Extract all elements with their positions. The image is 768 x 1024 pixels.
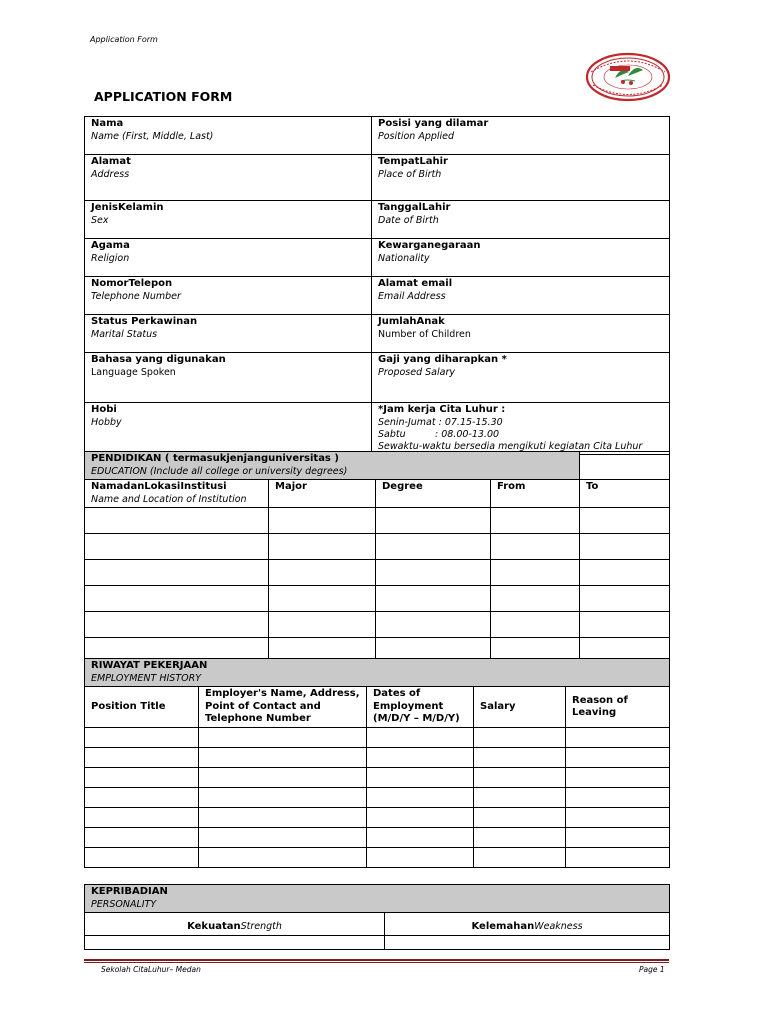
footer-page-number: Page 1 <box>639 965 665 974</box>
school-seal-logo <box>585 52 671 102</box>
employer-header-2: Point of Contact and <box>205 700 321 712</box>
col-salary <box>474 687 566 728</box>
table-row[interactable] <box>85 508 670 534</box>
dates-header-3: (M/D/Y – M/D/Y) <box>373 713 460 724</box>
name-label: Nama <box>91 118 124 129</box>
marital-status-sublabel: Marital Status <box>91 328 158 340</box>
table-row[interactable] <box>85 848 670 868</box>
strength-sublabel: Strength <box>240 921 282 932</box>
saturday-day: Sabtu <box>378 428 406 440</box>
position-applied-sublabel: Position Applied <box>378 130 455 142</box>
personality-subheading: PERSONALITY <box>91 898 157 910</box>
to-header: To <box>586 481 599 492</box>
salary-field[interactable] <box>372 353 670 403</box>
date-of-birth-sublabel: Date of Birth <box>378 214 439 226</box>
education-rows <box>85 508 670 664</box>
position-applied-label: Posisi yang dilamar <box>378 118 489 129</box>
salary-label: Gaji yang diharapkan * <box>378 354 507 365</box>
email-field[interactable] <box>372 277 670 315</box>
position-applied-field[interactable] <box>372 117 670 155</box>
hobby-sublabel: Hobby <box>91 416 122 428</box>
from-header: From <box>497 481 526 492</box>
hobby-field[interactable] <box>85 403 372 455</box>
email-label: Alamat email <box>378 278 453 289</box>
sex-field[interactable] <box>85 201 372 239</box>
marital-status-label: Status Perkawinan <box>91 316 198 327</box>
form-title: APPLICATION FORM <box>94 89 233 104</box>
working-hours-weekdays: Senin-Jumat : 07.15-15.30 <box>378 416 503 428</box>
salary-header: Salary <box>480 700 516 712</box>
telephone-label: NomorTelepon <box>91 278 173 289</box>
education-subheading: EDUCATION (Include all college or university degrees) <box>91 465 348 477</box>
col-reason <box>566 687 670 728</box>
children-field[interactable] <box>372 315 670 353</box>
telephone-sublabel: Telephone Number <box>91 290 181 302</box>
sex-label: JenisKelamin <box>91 202 164 213</box>
hobby-label: Hobi <box>91 404 117 415</box>
personality-table <box>84 884 670 950</box>
table-row[interactable] <box>85 768 670 788</box>
weakness-input[interactable] <box>385 935 670 949</box>
table-row[interactable] <box>85 748 670 768</box>
language-label: Bahasa yang digunakan <box>91 354 226 365</box>
name-field[interactable] <box>85 117 372 155</box>
running-header: Application Form <box>90 35 158 44</box>
telephone-field[interactable] <box>85 277 372 315</box>
marital-status-field[interactable] <box>85 315 372 353</box>
col-from <box>491 480 580 508</box>
col-degree <box>376 480 491 508</box>
religion-field[interactable] <box>85 239 372 277</box>
education-heading: PENDIDIKAN ( termasukjenjanguniversitas ) <box>91 453 339 464</box>
place-of-birth-field[interactable] <box>372 155 670 201</box>
weakness-sublabel: Weakness <box>534 921 583 932</box>
place-of-birth-label: TempatLahir <box>378 156 448 167</box>
strength-label: Kekuatan <box>187 921 241 932</box>
language-field[interactable] <box>85 353 372 403</box>
footer-rule-thin <box>84 962 669 963</box>
weakness-header <box>385 913 670 936</box>
personal-info-table <box>84 116 670 455</box>
col-to <box>580 480 670 508</box>
col-dates <box>367 687 474 728</box>
education-table <box>84 451 670 664</box>
table-row[interactable] <box>85 560 670 586</box>
footer-school-name: Sekolah CitaLuhur– Medan <box>101 965 201 974</box>
address-sublabel: Address <box>91 168 130 180</box>
employment-heading-cell <box>85 659 670 687</box>
col-institution <box>85 480 269 508</box>
employment-subheading: EMPLOYMENT HISTORY <box>91 672 201 684</box>
date-of-birth-label: TanggalLahir <box>378 202 451 213</box>
working-hours-note: Sewaktu-waktu bersedia mengikuti kegiatan Cita Luhur <box>378 440 643 452</box>
salary-sublabel: Proposed Salary <box>378 366 455 378</box>
email-sublabel: Email Address <box>378 290 446 302</box>
position-title-header: Position Title <box>91 700 166 712</box>
religion-sublabel: Religion <box>91 252 130 264</box>
footer-rule-thick <box>84 959 669 961</box>
degree-header: Degree <box>382 481 423 492</box>
employer-header-1: Employer's Name, Address, <box>205 688 360 699</box>
religion-label: Agama <box>91 240 130 251</box>
nationality-field[interactable] <box>372 239 670 277</box>
employer-header-3: Telephone Number <box>205 713 311 724</box>
language-sublabel: Language Spoken <box>91 366 176 378</box>
institution-header: NamadanLokasiInstitusi <box>91 481 227 492</box>
col-employer <box>199 687 367 728</box>
table-row[interactable] <box>85 808 670 828</box>
address-label: Alamat <box>91 156 131 167</box>
education-heading-blank <box>580 452 670 480</box>
weakness-label: Kelemahan <box>471 921 535 932</box>
saturday-time: : 08.00-13.00 <box>435 428 500 440</box>
name-sublabel: Name (First, Middle, Last) <box>91 130 214 142</box>
major-header: Major <box>275 481 307 492</box>
table-row[interactable] <box>85 828 670 848</box>
strength-input[interactable] <box>85 935 385 949</box>
children-sublabel: Number of Children <box>378 328 471 340</box>
col-position-title <box>85 687 199 728</box>
strength-header <box>85 913 385 936</box>
table-row[interactable] <box>85 612 670 638</box>
table-row[interactable] <box>85 534 670 560</box>
nationality-sublabel: Nationality <box>378 252 430 264</box>
employment-table <box>84 658 670 868</box>
table-row[interactable] <box>85 728 670 748</box>
personality-heading: KEPRIBADIAN <box>91 886 168 897</box>
institution-subheader: Name and Location of Institution <box>91 493 247 505</box>
nationality-label: Kewarganegaraan <box>378 240 481 251</box>
table-row[interactable] <box>85 788 670 808</box>
table-row[interactable] <box>85 586 670 612</box>
employment-heading: RIWAYAT PEKERJAAN <box>91 660 208 671</box>
place-of-birth-sublabel: Place of Birth <box>378 168 442 180</box>
dates-header-2: Employment <box>373 700 444 712</box>
personality-heading-cell <box>85 885 670 913</box>
education-heading-cell <box>85 452 580 480</box>
working-hours-field <box>372 403 670 455</box>
address-field[interactable] <box>85 155 372 201</box>
date-of-birth-field[interactable] <box>372 201 670 239</box>
reason-header-2: Leaving <box>572 707 617 718</box>
working-hours-label: *Jam kerja Cita Luhur : <box>378 404 506 415</box>
employment-rows <box>85 728 670 868</box>
dates-header-1: Dates of <box>373 688 421 699</box>
reason-header-1: Reason of <box>572 694 628 706</box>
sex-sublabel: Sex <box>91 214 109 226</box>
working-hours-saturday <box>378 429 663 441</box>
children-label: JumlahAnak <box>378 316 445 327</box>
col-major <box>269 480 376 508</box>
